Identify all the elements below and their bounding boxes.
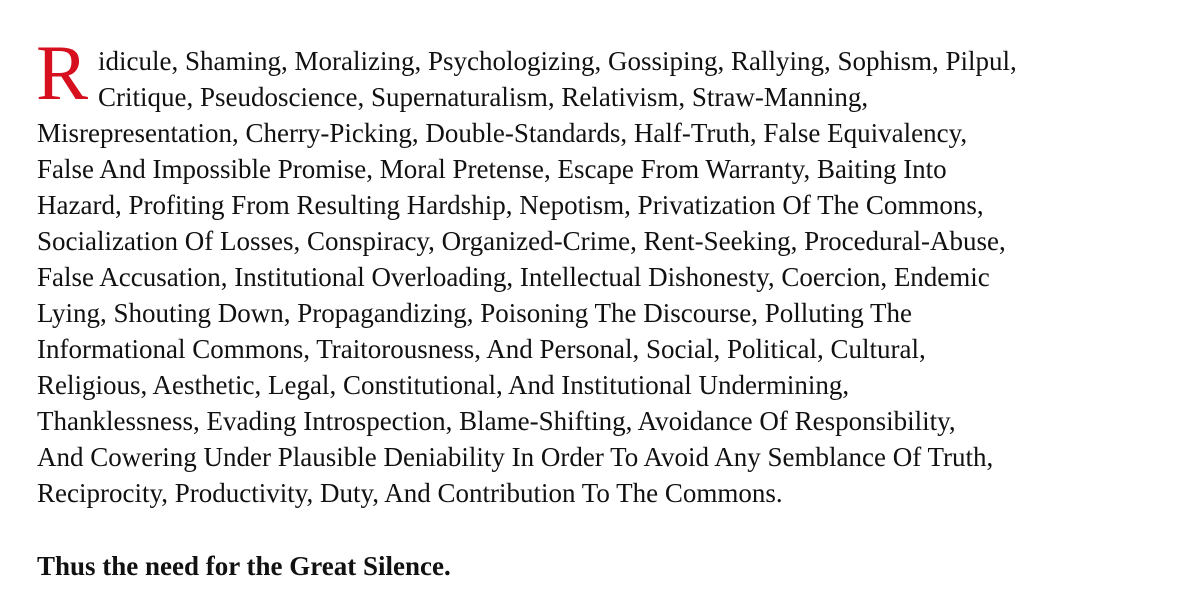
conclusion-line: Thus the need for the Great Silence.	[37, 551, 451, 581]
drop-cap: R	[36, 29, 89, 116]
paragraph-line: Thanklessness, Evading Introspection, Blame-Shifting, Avoidance Of Responsibility,	[37, 406, 956, 436]
paragraph-line: Hazard, Profiting From Resulting Hardship, Nepotism, Privatization Of The Commons,	[37, 190, 984, 220]
paragraph-line: Critique, Pseudoscience, Supernaturalism, Relativism, Straw-Manning,	[98, 82, 869, 112]
paragraph-line: Religious, Aesthetic, Legal, Constitutional, And Institutional Undermining,	[37, 370, 850, 400]
paragraph-line: Lying, Shouting Down, Propagandizing, Poisoning The Discourse, Polluting The	[37, 298, 912, 328]
paragraph-line: Misrepresentation, Cherry-Picking, Double-Standards, Half-Truth, False Equivalency,	[37, 118, 968, 148]
paragraph-line: Reciprocity, Productivity, Duty, And Contribution To The Commons.	[37, 478, 783, 508]
paragraph-line: False And Impossible Promise, Moral Pretense, Escape From Warranty, Baiting Into	[37, 154, 947, 184]
paragraph-line: Socialization Of Losses, Conspiracy, Organized-Crime, Rent-Seeking, Procedural-Abuse,	[37, 226, 1006, 256]
paragraph-line: False Accusation, Institutional Overloading, Intellectual Dishonesty, Coercion, Endemic	[37, 262, 990, 292]
paragraph-line: And Cowering Under Plausible Deniability In Order To Avoid Any Semblance Of Truth,	[37, 442, 994, 472]
paragraph-line: idicule, Shaming, Moralizing, Psychologizing, Gossiping, Rallying, Sophism, Pilpul,	[98, 46, 1017, 76]
paragraph-line: Informational Commons, Traitorousness, And Personal, Social, Political, Cultural,	[37, 334, 926, 364]
